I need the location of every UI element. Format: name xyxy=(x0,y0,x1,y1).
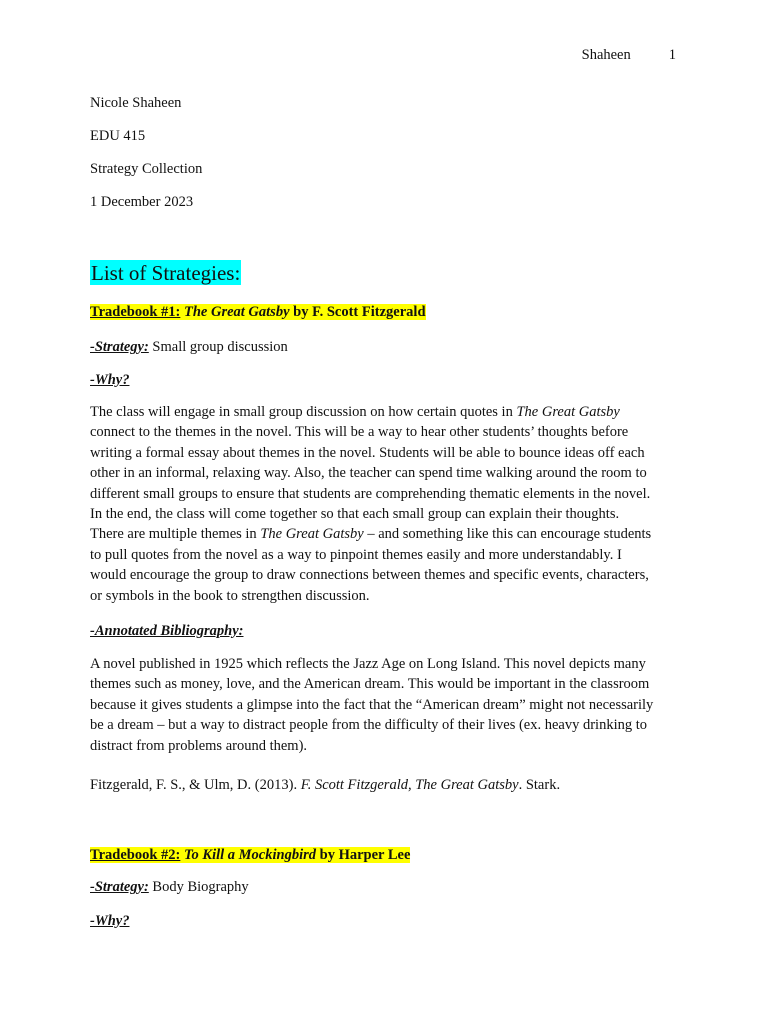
document-date: 1 December 2023 xyxy=(90,194,194,210)
tradebook-2-strategy xyxy=(90,877,678,897)
strategy-label: -Strategy: xyxy=(90,339,149,355)
annotation-line: A novel published in 1925 which reflects the Jazz Age on Long Island. This novel depicts many xyxy=(90,656,646,672)
tradebook-1-why-label: -Why? xyxy=(90,372,130,388)
annotation-line: themes such as money, love, and the American dream. This would be important in the classroom xyxy=(90,676,650,693)
tradebook-1-prefix: Tradebook #1: xyxy=(90,304,181,320)
assignment-name: Strategy Collection xyxy=(90,161,203,177)
annotation-line: because it gives students a glimpse into the fact that the “American dream” might not necessarily xyxy=(90,696,654,713)
tradebook-1-strategy xyxy=(90,337,678,357)
annotation-line: distract from problems around them). xyxy=(90,737,308,754)
tradebook-1-heading xyxy=(90,302,678,322)
why-line: to pull quotes from the novel as a way to pinpoint themes easily and more understandably. I xyxy=(90,546,622,563)
why-line: would encourage the group to draw connections between themes and specific events, characters, xyxy=(90,567,649,584)
why-line: writing a formal essay about themes in the novel. Students will be able to bounce ideas off each xyxy=(90,444,645,461)
why-line: connect to the themes in the novel. This will be a way to hear other students’ thoughts before xyxy=(90,424,629,441)
tradebook-2-why-label: -Why? xyxy=(90,913,130,929)
tradebook-1-why-paragraph xyxy=(90,402,678,606)
tradebook-2-book: To Kill a Mockingbird xyxy=(184,847,317,863)
annotated-bibliography-label: -Annotated Bibliography: xyxy=(90,623,244,639)
annotation-line: be a dream – but a way to distract people from the difficulty of their lives (ex. heavy drinking to xyxy=(90,717,648,734)
tradebook-2-heading xyxy=(90,845,678,865)
why-line: or symbols in the book to strengthen discussion. xyxy=(90,587,370,604)
why-line: There are multiple themes in The Great Gatsby – and something like this can encourage students xyxy=(90,526,652,543)
annotated-bibliography-paragraph xyxy=(90,654,678,756)
tradebook-1-author: by F. Scott Fitzgerald xyxy=(293,304,426,320)
course-code: EDU 415 xyxy=(90,128,146,144)
page-title: List of Strategies: xyxy=(91,261,241,285)
why-line: The class will engage in small group discussion on how certain quotes in The Great Gatsby xyxy=(90,404,620,420)
strategy-label: -Strategy: xyxy=(90,879,149,895)
header-surname: Shaheen xyxy=(581,47,631,63)
citation-title: F. Scott Fitzgerald, The Great Gatsby xyxy=(300,777,519,793)
author-name: Nicole Shaheen xyxy=(90,95,182,111)
why-line: In the end, the class will come together so that each small group can explain their thoughts. xyxy=(90,506,620,523)
why-line: other in an informal, relaxing way. Also, the teacher can spend time walking around the room to xyxy=(90,465,647,482)
strategy-value: Small group discussion xyxy=(152,339,288,355)
strategy-value: Body Biography xyxy=(152,879,249,895)
running-header xyxy=(582,47,676,64)
citation: Fitzgerald, F. S., & Ulm, D. (2013). F. Scott Fitzgerald, The Great Gatsby. Stark. xyxy=(90,777,561,793)
list-heading xyxy=(90,260,678,289)
why-line: different small groups to ensure that students are comprehending thematic elements in the novel. xyxy=(90,485,651,502)
tradebook-2-author: by Harper Lee xyxy=(319,847,411,863)
tradebook-2-prefix: Tradebook #2: xyxy=(90,847,181,863)
page-number: 1 xyxy=(668,47,676,63)
tradebook-1-book: The Great Gatsby xyxy=(184,304,290,320)
